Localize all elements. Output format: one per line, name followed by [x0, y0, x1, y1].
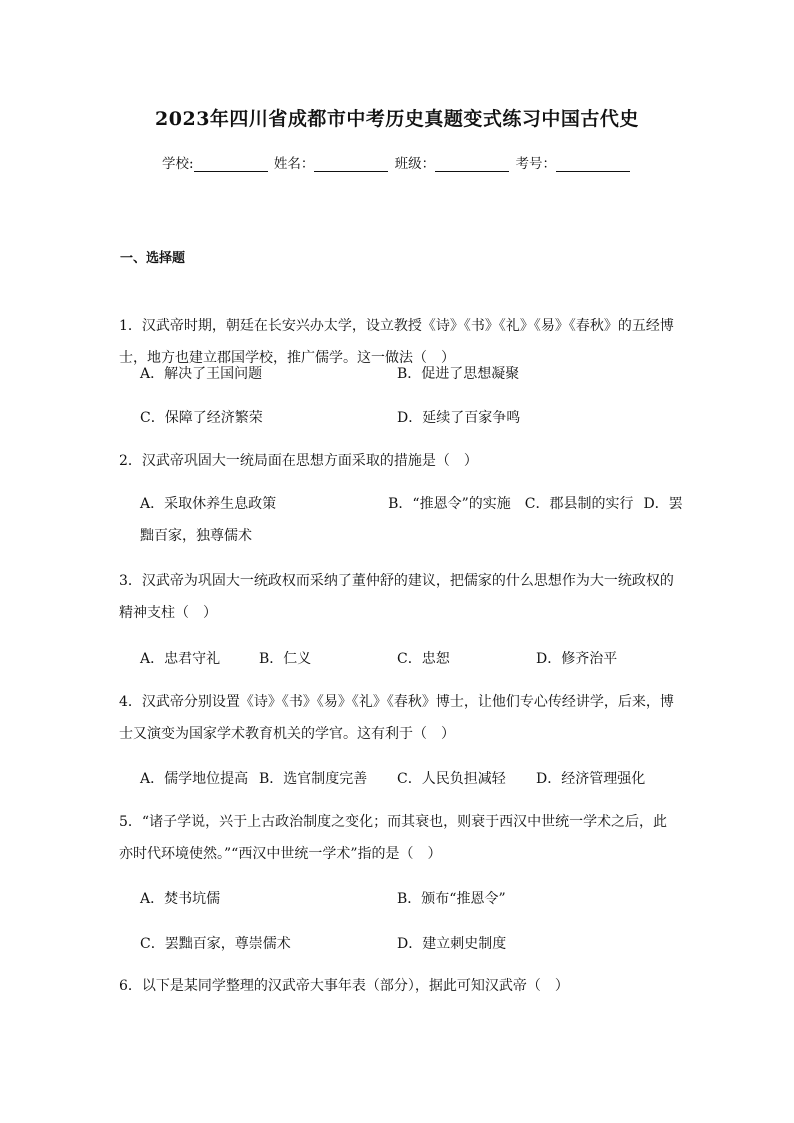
name-label: 姓名： [273, 156, 315, 172]
question-4-option-a[interactable]: A．儒学地位提高 [140, 771, 249, 787]
question-1-option-d[interactable]: D．延续了百家争鸣 [397, 410, 521, 426]
student-info-line [0, 152, 794, 172]
question-2-stem: 2．汉武帝巩固大一统局面在思想方面采取的措施是（ ） [119, 453, 478, 469]
question-1-option-c[interactable]: C．保障了经济繁荣 [140, 410, 263, 426]
question-1-option-b[interactable]: B．促进了思想凝聚 [397, 366, 520, 382]
question-3-option-d[interactable]: D．修齐治平 [536, 651, 618, 667]
name-blank[interactable] [314, 157, 388, 172]
question-2-option-a[interactable]: A．采取休养生息政策 [140, 496, 277, 512]
question-3-stem: 3．汉武帝为巩固大一统政权而采纳了董仲舒的建议，把儒家的什么思想作为大一统政权的精神支柱（ ） [119, 573, 674, 621]
class-label: 班级： [394, 156, 436, 172]
class-blank[interactable] [435, 157, 509, 172]
question-5-option-c[interactable]: C．罢黜百家，尊崇儒术 [140, 936, 291, 952]
question-2-options [140, 488, 688, 552]
question-5-stem: 5．“诸子学说，兴于上古政治制度之变化；而其衰也，则衰于西汉中世统一学术之后，此亦时代环境使然。”“西汉中世统一学术”指的是（ ） [119, 814, 668, 862]
page-title: 2023年四川省成都市中考历史真题变式练习中国古代史 [155, 108, 639, 130]
question-2-option-b[interactable]: B．“推恩令”的实施 [388, 496, 511, 512]
number-blank[interactable] [556, 157, 630, 172]
question-4-option-c[interactable]: C．人民负担减轻 [397, 771, 506, 787]
question-2-option-d[interactable]: D．罢黜百家，独尊儒术 [140, 496, 683, 544]
school-blank[interactable] [194, 157, 268, 172]
question-4-option-d[interactable]: D．经济管理强化 [536, 771, 646, 787]
question-6-stem: 6．以下是某同学整理的汉武帝大事年表（部分），据此可知汉武帝（ ） [119, 978, 569, 994]
school-label: 学校: [162, 156, 194, 172]
question-1-stem: 1．汉武帝时期，朝廷在长安兴办太学，设立教授《诗》《书》《礼》《易》《春秋》的五经博士，地方也建立郡国学校，推广儒学。这一做法（ ） [119, 318, 674, 366]
question-2-option-c[interactable]: C．郡县制的实行 [524, 496, 634, 512]
question-5-option-b[interactable]: B．颁布“推恩令” [397, 891, 506, 907]
number-label: 考号： [515, 156, 556, 172]
question-3-option-a[interactable]: A．忠君守礼 [140, 651, 221, 667]
question-3-option-c[interactable]: C．忠恕 [397, 651, 450, 667]
question-5-option-d[interactable]: D．建立刺史制度 [397, 936, 507, 952]
question-4-option-b[interactable]: B．选官制度完善 [259, 771, 368, 787]
question-3-option-b[interactable]: B．仁义 [259, 651, 312, 667]
question-4-stem: 4．汉武帝分别设置《诗》《书》《易》《礼》《春秋》博士，让他们专心传经讲学，后来，博士又演变为国家学术教育机关的学官。这有利于（ ） [119, 694, 674, 742]
question-5-option-a[interactable]: A．焚书坑儒 [140, 891, 221, 907]
question-1-option-a[interactable]: A．解决了王国问题 [140, 366, 263, 382]
section-heading: 一、选择题 [120, 251, 186, 266]
